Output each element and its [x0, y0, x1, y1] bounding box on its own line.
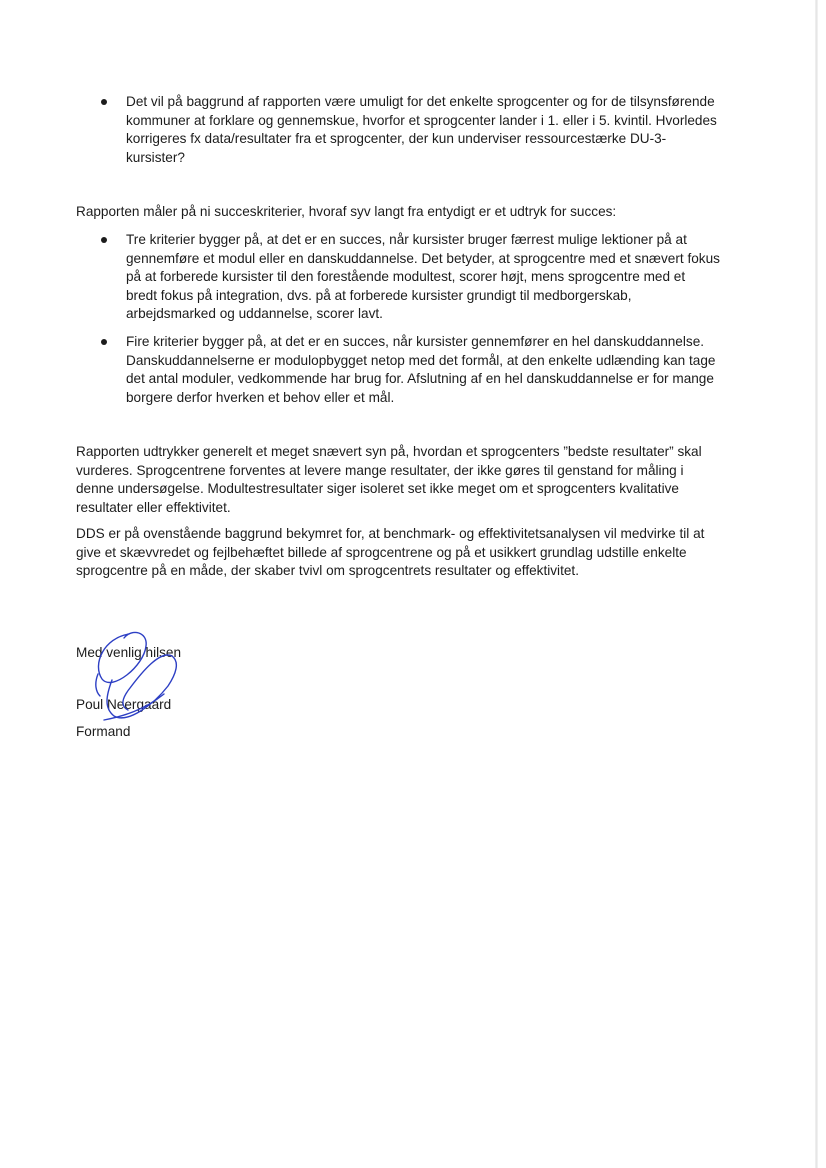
bullet-intro: [126, 93, 756, 167]
text-line: på at forberede kursister til den forestående modultest, scorer højt, mens sprogcentre med et: [126, 269, 686, 284]
handwritten-signature: [84, 624, 194, 728]
text-line: vurderes. Sprogcentrene forventes at levere mange resultater, der ikke gøres til genstand for måling i: [76, 462, 684, 478]
text-line: give et skævvredet og fejlbehæftet billede af sprogcentrene og på et usikkert grundlag udstille enkelte: [76, 544, 687, 560]
scan-edge: [815, 0, 818, 1168]
text-line: resultater eller effektivitet.: [76, 499, 231, 515]
text-line: kursister?: [126, 149, 185, 165]
text-line: gennemføre et modul eller en danskuddannelse. Det betyder, at sprogcentre med et snævert fokus: [126, 250, 720, 266]
signature-stroke: [96, 632, 177, 720]
text-line: arbejdsmarked og uddannelse, scorer lavt.: [126, 306, 383, 321]
text-line: Rapporten måler på ni succeskriterier, hvoraf syv langt fra entydigt er et udtryk for succes:: [76, 204, 617, 219]
text-line: borgere derfor hverken et behov eller et mål.: [126, 389, 395, 405]
text-line: DDS er på ovenstående baggrund bekymret for, at benchmark- og effektivitetsanalysen vil medvirke til at: [76, 526, 705, 541]
text-line: Rapporten udtrykker generelt et meget snævert syn på, hvordan et sprogcenters ”bedste resultater” skal: [76, 444, 702, 459]
closing-greeting: Med venlig hilsen: [76, 645, 182, 660]
criteria-intro: [76, 203, 756, 222]
text-line: bredt fokus på integration, dvs. på at forberede kursister grundigt til medborgerskab,: [126, 287, 632, 303]
text-line: sprogcentre på en måde, der skaber tvivl om sprogcentrets resultater og effektivitet.: [76, 563, 579, 578]
text-line: Danskuddannelserne er modulopbygget netop med det formål, at den enkelte udlænding kan tage: [126, 352, 716, 368]
text-line: det antal moduler, vedkommende har brug for. Afslutning af en hel danskuddannelse er for mange: [126, 371, 714, 386]
text-line: Tre kriterier bygger på, at det er en succes, når kursister bruger færrest mulige lektioner på at: [126, 232, 687, 247]
bullet-dot: [101, 237, 107, 243]
bullet-dot: [101, 99, 107, 105]
bullet-dot: [101, 339, 107, 345]
text-line: denne undersøgelse. Modultestresultater siger isoleret set ikke meget om et sprogcenters kvalitative: [76, 481, 679, 496]
signatory-title: Formand: [76, 724, 131, 739]
criteria-bullet-2: [126, 333, 756, 407]
signatory-name: Poul Neergaard: [76, 697, 172, 712]
text-line: Fire kriterier bygger på, at det er en succes, når kursister gennemfører en hel danskuddannelse.: [126, 334, 705, 349]
criteria-bullet-1: [126, 231, 756, 324]
text-line: korrigeres fx data/resultater fra et sprogcenter, der kun underviser ressourcestærke DU-3-: [126, 131, 667, 146]
text-line: kommuner at forklare og gennemskue, hvorfor et sprogcenter lander i 1. eller i 5. kvintil. Hvorledes: [126, 112, 717, 128]
paragraph-concern: [76, 525, 756, 581]
text-line: Det vil på baggrund af rapporten være umuligt for det enkelte sprogcenter og for de tilsynsførende: [126, 94, 715, 109]
paragraph-assessment: [76, 443, 756, 517]
